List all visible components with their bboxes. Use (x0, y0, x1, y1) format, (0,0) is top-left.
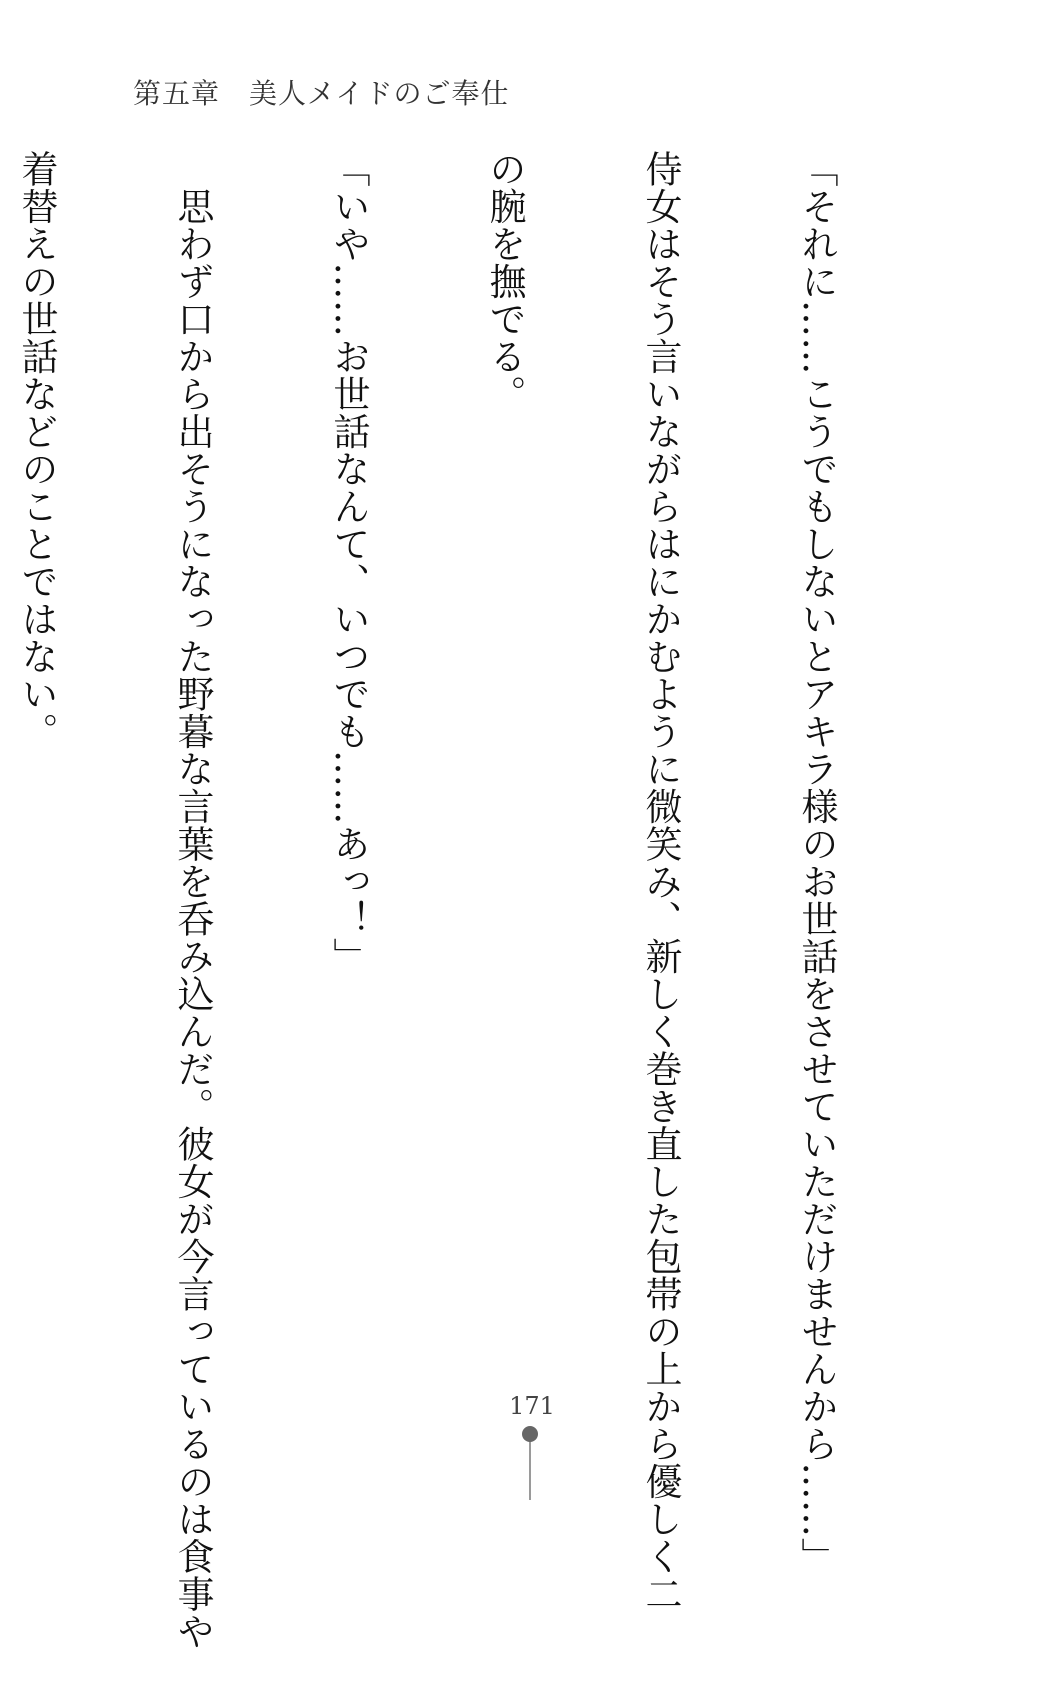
text-line: の腕を撫でる。 (483, 150, 526, 413)
text-line: 思わず口から出そうになった野暮な言葉を呑み込んだ。彼女が今言っているのは食事や (171, 150, 214, 1650)
bookmark-thread (529, 1432, 531, 1500)
text-line: 「それに……こうでもしないとアキラ様のお世話をさせていただけませんから……」 (795, 150, 838, 1575)
page-number: 171 (509, 1392, 555, 1420)
text-line: 「いや……お世話なんて、いつでも……あっ！」 (327, 150, 370, 975)
bookmark-bead-icon (522, 1426, 538, 1442)
text-line: 侍女はそう言いながらはにかむように微笑み、新しく巻き直した包帯の上から優しく二 (639, 150, 682, 1613)
running-head: 第五章 美人メイドのご奉仕 (133, 77, 510, 110)
text-line: 着替えの世話などのことではない。 (15, 150, 58, 750)
